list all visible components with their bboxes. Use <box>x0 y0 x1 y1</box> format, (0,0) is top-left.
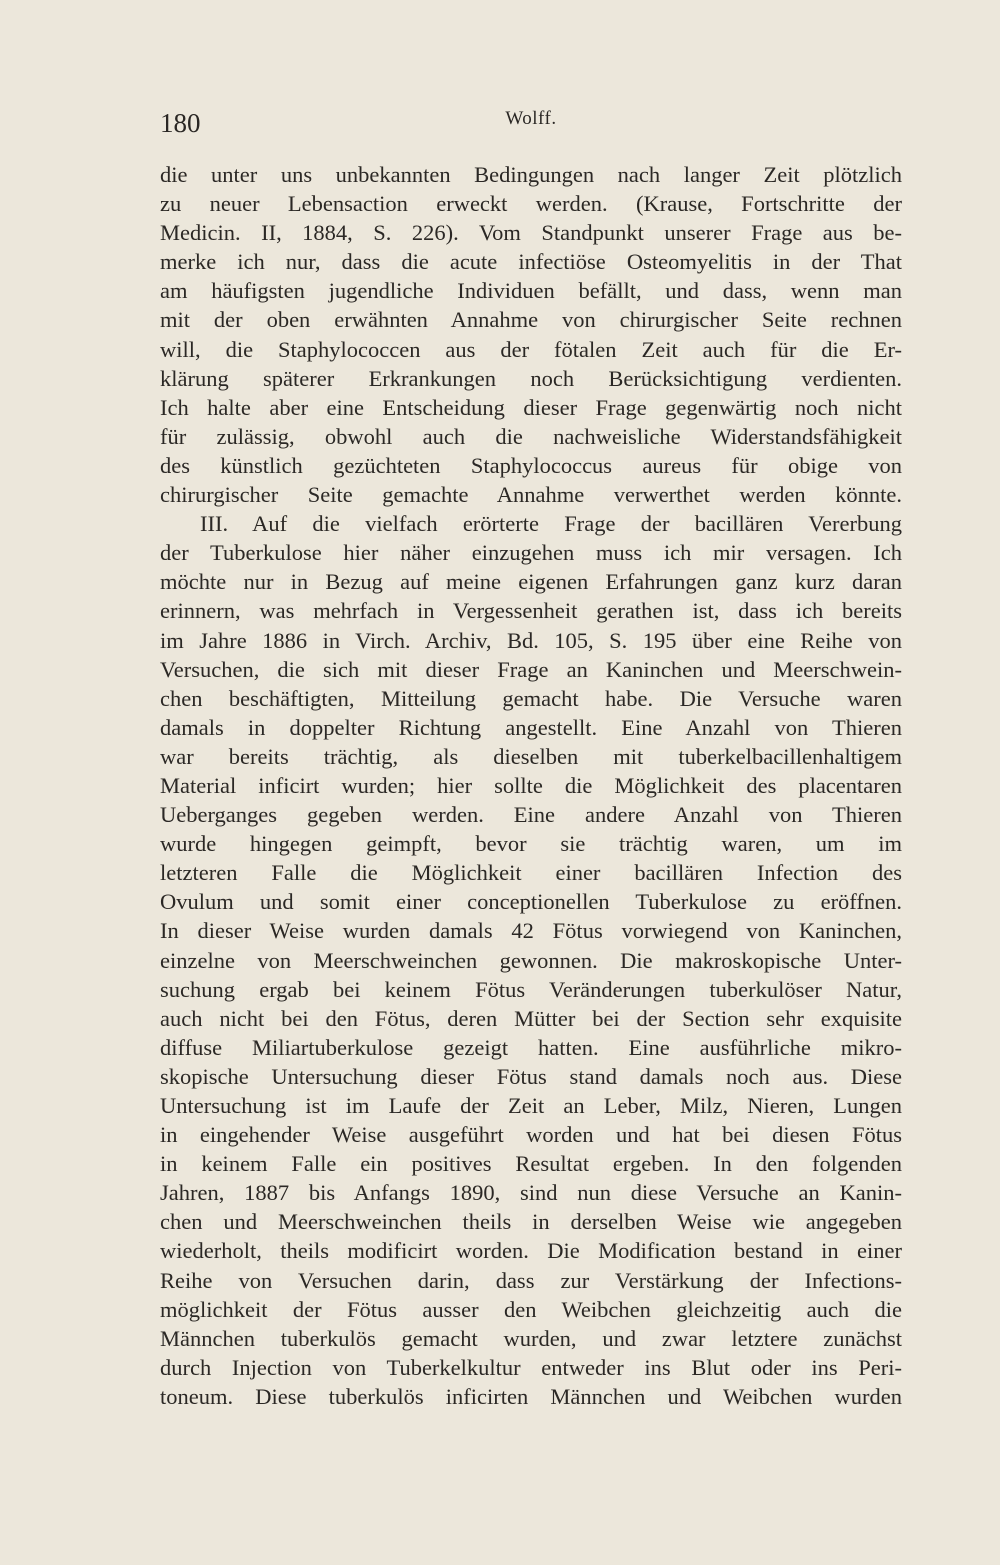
text-line: Reihe von Versuchen darin, dass zur Verstärkung der Infections- <box>160 1267 902 1293</box>
text-line: letzteren Falle die Möglichkeit einer bacillären Infection des <box>160 860 902 886</box>
text-line: mit der oben erwähnten Annahme von chirurgischer Seite rechnen <box>160 307 902 333</box>
text-line: war bereits trächtig, als dieselben mit tuberkelbacillenhaltigem <box>160 743 902 769</box>
text-line: diffuse Miliartuberkulose gezeigt hatten. Eine ausführliche mikro- <box>160 1034 902 1060</box>
text-line: chirurgischer Seite gemachte Annahme verwerthet werden könnte. <box>160 482 902 508</box>
text-line: wurde hingegen geimpft, bevor sie trächtig waren, um im <box>160 831 902 857</box>
text-line: chen beschäftigten, Mitteilung gemacht habe. Die Versuche waren <box>160 685 902 711</box>
text-line: möglichkeit der Fötus ausser den Weibchen gleichzeitig auch die <box>160 1296 902 1322</box>
text-line: toneum. Diese tuberkulös inficirten Männchen und Weibchen wurden <box>160 1383 902 1409</box>
running-head: Wolff. <box>505 108 557 129</box>
text-line: Ovulum und somit einer conceptionellen Tuberkulose zu eröffnen. <box>160 889 902 915</box>
text-line: Ueberganges gegeben werden. Eine andere Anzahl von Thieren <box>160 802 902 828</box>
text-line: im Jahre 1886 in Virch. Archiv, Bd. 105, S. 195 über eine Reihe von <box>160 627 902 653</box>
text-line: auch nicht bei den Fötus, deren Mütter bei der Section sehr exquisite <box>160 1005 902 1031</box>
text-line: für zulässig, obwohl auch die nachweisliche Widerstandsfähigkeit <box>160 423 902 449</box>
text-line: möchte nur in Bezug auf meine eigenen Erfahrungen ganz kurz daran <box>160 569 902 595</box>
text-line: des künstlich gezüchteten Staphylococcus aureus für obige von <box>160 452 902 478</box>
text-line: III. Auf die vielfach erörterte Frage der bacillären Vererbung <box>200 511 902 537</box>
text-line: die unter uns unbekannten Bedingungen nach langer Zeit plötzlich <box>160 162 902 187</box>
body-text <box>160 160 902 1411</box>
text-line: In dieser Weise wurden damals 42 Fötus vorwiegend von Kaninchen, <box>160 918 902 944</box>
text-line: durch Injection von Tuberkelkultur entweder ins Blut oder ins Peri- <box>160 1354 902 1380</box>
text-line: Männchen tuberkulös gemacht wurden, und zwar letztere zunächst <box>160 1325 902 1351</box>
text-line: am häufigsten jugendliche Individuen befällt, und dass, wenn man <box>160 278 902 304</box>
text-line: suchung ergab bei keinem Fötus Veränderungen tuberkulöser Natur, <box>160 976 902 1002</box>
text-line: erinnern, was mehrfach in Vergessenheit gerathen ist, dass ich bereits <box>160 598 902 624</box>
page-header <box>160 104 902 144</box>
text-line: damals in doppelter Richtung angestellt. Eine Anzahl von Thieren <box>160 714 902 740</box>
text-line: Untersuchung ist im Laufe der Zeit an Leber, Milz, Nieren, Lungen <box>160 1093 902 1118</box>
text-line: merke ich nur, dass die acute infectiöse Osteomyelitis in der That <box>160 249 902 275</box>
text-line: Jahren, 1887 bis Anfangs 1890, sind nun diese Versuche an Kanin- <box>160 1180 902 1206</box>
text-line: zu neuer Lebensaction erweckt werden. (Krause, Fortschritte der <box>160 191 902 217</box>
text-line: chen und Meerschweinchen theils in derselben Weise wie angegeben <box>160 1209 902 1235</box>
text-line: Material inficirt wurden; hier sollte die Möglichkeit des placentaren <box>160 772 902 798</box>
text-line: klärung späterer Erkrankungen noch Berücksichtigung verdienten. <box>160 365 902 391</box>
text-line: in eingehender Weise ausgeführt worden und hat bei diesen Fötus <box>160 1122 902 1148</box>
page-number: 180 <box>160 108 201 138</box>
text-line: der Tuberkulose hier näher einzugehen muss ich mir versagen. Ich <box>160 540 902 566</box>
text-line: will, die Staphylococcen aus der fötalen Zeit auch für die Er- <box>160 336 902 362</box>
text-line: in keinem Falle ein positives Resultat ergeben. In den folgenden <box>160 1151 902 1177</box>
text-line: Versuchen, die sich mit dieser Frage an Kaninchen und Meerschwein- <box>160 656 902 682</box>
text-line: Ich halte aber eine Entscheidung dieser Frage gegenwärtig noch nicht <box>160 394 902 420</box>
text-line: einzelne von Meerschweinchen gewonnen. Die makroskopische Unter- <box>160 947 902 973</box>
text-line: wiederholt, theils modificirt worden. Die Modification bestand in einer <box>160 1238 902 1264</box>
text-line: Medicin. II, 1884, S. 226). Vom Standpunkt unserer Frage aus be- <box>160 220 902 246</box>
text-line: skopische Untersuchung dieser Fötus stand damals noch aus. Diese <box>160 1063 902 1089</box>
